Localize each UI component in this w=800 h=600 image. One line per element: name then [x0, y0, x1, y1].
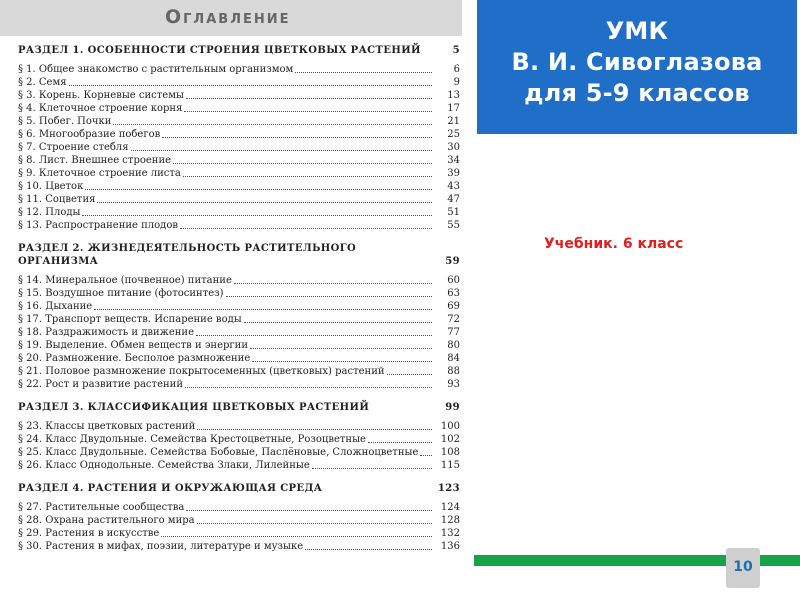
toc-entry [18, 63, 460, 76]
toc-entry-title: § 19. Выделение. Обмен веществ и энергии [18, 340, 248, 351]
toc-entry-page: 100 [434, 420, 460, 433]
toc-section-title [18, 401, 460, 414]
toc-entry-page: 60 [434, 274, 460, 287]
toc-entry-page: 25 [434, 128, 460, 141]
toc-entry-title: § 9. Клеточное строение листа [18, 168, 181, 179]
toc-entry [18, 365, 460, 378]
toc-header [0, 0, 462, 36]
toc-section-page: 123 [434, 482, 460, 495]
toc-entry-page: 102 [434, 433, 460, 446]
toc-entry-leader [252, 352, 432, 362]
toc-entry-title: § 2. Семя [18, 77, 67, 88]
toc-entry-title: § 4. Клеточное строение корня [18, 103, 183, 114]
toc-entry-title: § 15. Воздушное питание (фотосинтез) [18, 288, 224, 299]
toc-section-title-text: РАЗДЕЛ 2. ЖИЗНЕДЕЯТЕЛЬНОСТЬ РАСТИТЕЛЬНОГО ОРГАНИЗМА [18, 243, 357, 267]
toc-entry [18, 433, 460, 446]
slide-number-badge [726, 548, 760, 588]
toc-entry-page: 47 [434, 193, 460, 206]
toc-entry [18, 102, 460, 115]
toc-section [18, 44, 460, 232]
toc-entry-leader [69, 76, 432, 86]
toc-entry-leader [85, 180, 432, 190]
toc-entry [18, 514, 460, 527]
toc-entry [18, 180, 460, 193]
toc-entry-page: 51 [434, 206, 460, 219]
toc-section-page: 59 [434, 255, 460, 268]
toc-entry-page: 72 [434, 313, 460, 326]
toc-entry-leader [183, 167, 432, 177]
toc-entry-page: 80 [434, 339, 460, 352]
title-text [477, 16, 797, 109]
toc-entry-page: 30 [434, 141, 460, 154]
toc-entry [18, 76, 460, 89]
toc-title: Оглавление [165, 6, 291, 28]
toc-entry-page: 69 [434, 300, 460, 313]
toc-entry-leader [312, 459, 432, 469]
toc-entry-title: § 21. Половое размножение покрытосеменных (цветковых) растений [18, 366, 385, 377]
toc-entry-leader [368, 433, 432, 443]
toc-entry-leader [197, 420, 432, 430]
toc-entry-leader [295, 63, 432, 73]
toc-entry-leader [162, 128, 432, 138]
toc-entry-title: § 12. Плоды [18, 207, 81, 218]
toc-entry-leader [244, 313, 432, 323]
toc-entry-title: § 26. Класс Однодольные. Семейства Злаки, Лилейные [18, 460, 310, 471]
toc-entry-title: § 3. Корень. Корневые системы [18, 90, 184, 101]
toc-entry-title: § 20. Размножение. Бесполое размножение [18, 353, 251, 364]
toc-entry-leader [113, 115, 432, 125]
toc-entry-title: § 11. Соцветия [18, 194, 96, 205]
toc-entry [18, 206, 460, 219]
toc-entry [18, 193, 460, 206]
toc-entry-page: 39 [434, 167, 460, 180]
toc-section [18, 482, 460, 553]
toc-entry [18, 527, 460, 540]
toc-section [18, 242, 460, 391]
toc-entry-title: § 13. Распространение плодов [18, 220, 178, 231]
toc-entry [18, 274, 460, 287]
toc-entry [18, 352, 460, 365]
toc-section-title-text: РАЗДЕЛ 3. КЛАССИФИКАЦИЯ ЦВЕТКОВЫХ РАСТЕНИЙ [18, 402, 370, 413]
toc-entry-page: 55 [434, 219, 460, 232]
toc-entry [18, 287, 460, 300]
toc-section-title [18, 482, 460, 495]
toc-entry-title: § 17. Транспорт веществ. Испарение воды [18, 314, 242, 325]
toc-entry [18, 141, 460, 154]
toc-entry-page: 136 [434, 540, 460, 553]
toc-entry [18, 300, 460, 313]
toc-entry-title: § 10. Цветок [18, 181, 84, 192]
toc-entry [18, 154, 460, 167]
toc-entry-page: 77 [434, 326, 460, 339]
toc-entry [18, 446, 460, 459]
toc-entry-leader [173, 154, 432, 164]
toc-entry-title: § 28. Охрана растительного мира [18, 515, 195, 526]
toc-entry [18, 339, 460, 352]
toc-section-title [18, 44, 460, 57]
toc-body [18, 44, 460, 563]
toc-section-page: 5 [434, 44, 460, 57]
toc-entry-title: § 18. Раздражимость и движение [18, 327, 195, 338]
toc-entry-leader [186, 501, 432, 511]
toc-entry-leader [185, 378, 432, 388]
toc-section [18, 401, 460, 472]
toc-entry-page: 93 [434, 378, 460, 391]
toc-entry [18, 115, 460, 128]
toc-entry-leader [186, 89, 432, 99]
toc-entry-page: 13 [434, 89, 460, 102]
title-panel [474, 0, 800, 600]
toc-entry-page: 6 [434, 63, 460, 76]
toc-entry [18, 459, 460, 472]
toc-entry-leader [197, 514, 432, 524]
toc-entry-page: 43 [434, 180, 460, 193]
toc-entry-page: 124 [434, 501, 460, 514]
toc-entry-title: § 7. Строение стебля [18, 142, 129, 153]
toc-entry-page: 115 [434, 459, 460, 472]
title-line-umk: УМК [605, 17, 669, 45]
toc-section-page: 99 [434, 401, 460, 414]
toc-entry-title: § 6. Многообразие побегов [18, 129, 161, 140]
toc-entry [18, 89, 460, 102]
toc-entry [18, 326, 460, 339]
toc-entry-title: § 1. Общее знакомство с растительным организмом [18, 64, 294, 75]
toc-entry-leader [97, 193, 432, 203]
toc-entry-title: § 14. Минеральное (почвенное) питание [18, 275, 232, 286]
toc-entry-leader [234, 274, 432, 284]
toc-entry-page: 108 [434, 446, 460, 459]
toc-entry-leader [161, 527, 432, 537]
toc-entry-title: § 8. Лист. Внешнее строение [18, 155, 172, 166]
toc-entry [18, 420, 460, 433]
toc-entry-page: 132 [434, 527, 460, 540]
toc-entry [18, 540, 460, 553]
toc-entry-page: 88 [434, 365, 460, 378]
title-box [477, 0, 797, 134]
toc-entry-title: § 5. Побег. Почки [18, 116, 112, 127]
toc-section-title-text: РАЗДЕЛ 4. РАСТЕНИЯ И ОКРУЖАЮЩАЯ СРЕДА [18, 483, 323, 494]
toc-entry-title: § 24. Класс Двудольные. Семейства Крестоцветные, Розоцветные [18, 434, 366, 445]
toc-entry-title: § 29. Растения в искусстве [18, 528, 160, 539]
toc-entry [18, 378, 460, 391]
toc-entry-page: 63 [434, 287, 460, 300]
toc-entry [18, 167, 460, 180]
slide-number: 10 [733, 559, 753, 575]
toc-entry-leader [305, 540, 432, 550]
toc-entry [18, 501, 460, 514]
toc-entry-page: 21 [434, 115, 460, 128]
toc-section-title-text: РАЗДЕЛ 1. ОСОБЕННОСТИ СТРОЕНИЯ ЦВЕТКОВЫХ РАСТЕНИЙ [18, 45, 421, 56]
toc-entry-title: § 27. Растительные сообщества [18, 502, 185, 513]
toc-entry-title: § 30. Растения в мифах, поэзии, литературе и музыке [18, 541, 304, 552]
toc-entry-leader [82, 206, 432, 216]
toc-entry-title: § 25. Класс Двудольные. Семейства Бобовые, Паслёновые, Сложноцветные [18, 447, 419, 458]
toc-entry-page: 9 [434, 76, 460, 89]
toc-entry-leader [226, 287, 433, 297]
toc-entry-title: § 23. Классы цветковых растений [18, 421, 196, 432]
toc-entry-leader [94, 300, 432, 310]
toc-entry-leader [387, 365, 432, 375]
toc-entry [18, 313, 460, 326]
toc-entry-leader [180, 219, 432, 229]
title-line-grades: для 5-9 классов [524, 79, 750, 107]
title-line-author: В. И. Сивоглазова [511, 48, 763, 76]
toc-entry-title: § 22. Рост и развитие растений [18, 379, 183, 390]
toc-entry-page: 34 [434, 154, 460, 167]
toc-entry-page: 84 [434, 352, 460, 365]
toc-entry-leader [420, 446, 432, 456]
toc-entry-leader [184, 102, 432, 112]
toc-section-title [18, 242, 460, 268]
toc-entry-title: § 16. Дыхание [18, 301, 93, 312]
subtitle: Учебник. 6 класс [544, 236, 684, 252]
toc-entry-page: 128 [434, 514, 460, 527]
toc-entry-leader [196, 326, 432, 336]
toc-entry [18, 128, 460, 141]
toc-entry-leader [250, 339, 432, 349]
toc-entry [18, 219, 460, 232]
toc-entry-leader [131, 141, 432, 151]
toc-entry-page: 17 [434, 102, 460, 115]
